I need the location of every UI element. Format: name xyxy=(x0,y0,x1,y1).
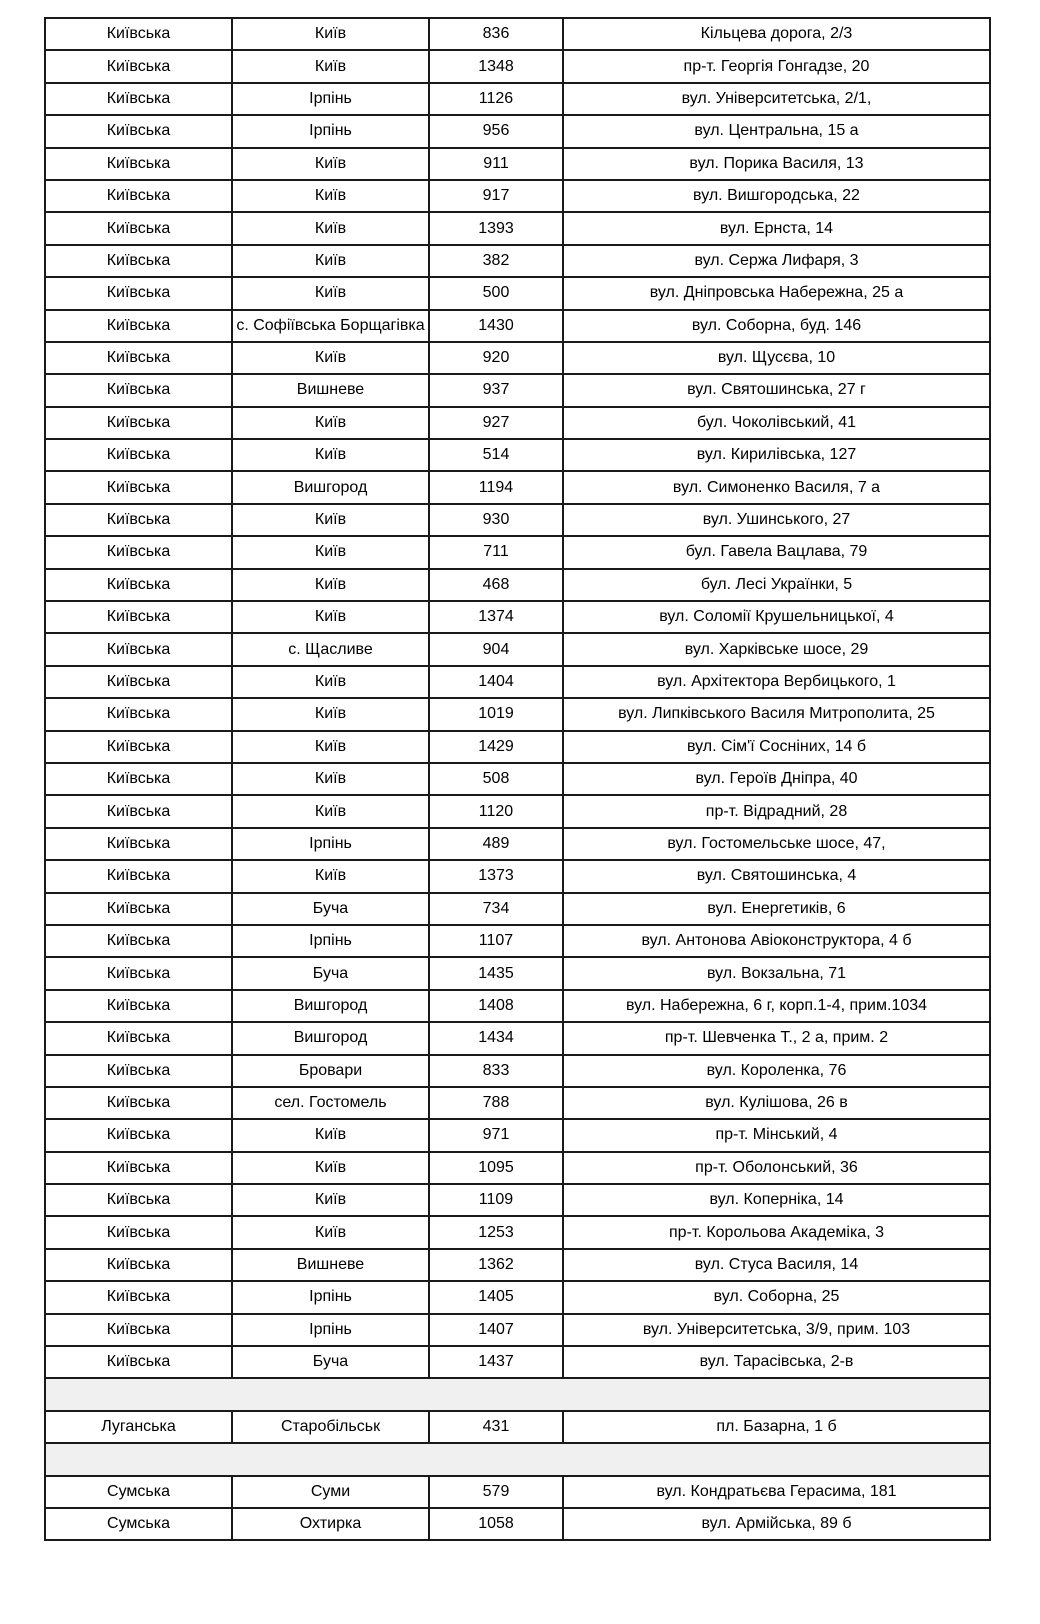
table-row xyxy=(45,50,990,82)
city-cell: Бровари xyxy=(232,1055,429,1087)
city-cell: Київ xyxy=(232,342,429,374)
address-cell: вул. Сержа Лифаря, 3 xyxy=(563,245,990,277)
address-cell: пр-т. Відрадний, 28 xyxy=(563,795,990,827)
address-cell: пл. Базарна, 1 б xyxy=(563,1411,990,1443)
city-cell: Київ xyxy=(232,245,429,277)
address-cell: вул. Кондратьєва Герасима, 181 xyxy=(563,1476,990,1508)
region-cell: Київська xyxy=(45,1346,232,1378)
address-cell: вул. Набережна, 6 г, корп.1-4, прим.1034 xyxy=(563,990,990,1022)
branch-number-cell: 1109 xyxy=(429,1184,563,1216)
address-cell: вул. Ернста, 14 xyxy=(563,212,990,244)
table-row xyxy=(45,957,990,989)
region-cell: Київська xyxy=(45,536,232,568)
address-cell: вул. Архітектора Вербицького, 1 xyxy=(563,666,990,698)
address-cell: вул. Харківське шосе, 29 xyxy=(563,633,990,665)
table-row xyxy=(45,860,990,892)
address-cell: бул. Лесі Українки, 5 xyxy=(563,569,990,601)
region-cell: Київська xyxy=(45,1055,232,1087)
table-row xyxy=(45,601,990,633)
city-cell: Київ xyxy=(232,1184,429,1216)
region-cell: Київська xyxy=(45,18,232,50)
region-cell: Київська xyxy=(45,1022,232,1054)
branch-number-cell: 711 xyxy=(429,536,563,568)
address-cell: пр-т. Корольова Академіка, 3 xyxy=(563,1216,990,1248)
region-cell: Київська xyxy=(45,860,232,892)
city-cell: Буча xyxy=(232,893,429,925)
section-separator-row xyxy=(45,1443,990,1475)
address-cell: вул. Університетська, 3/9, прим. 103 xyxy=(563,1314,990,1346)
city-cell: с. Щасливе xyxy=(232,633,429,665)
region-cell: Сумська xyxy=(45,1476,232,1508)
table-row xyxy=(45,342,990,374)
branch-number-cell: 1437 xyxy=(429,1346,563,1378)
city-cell: Київ xyxy=(232,795,429,827)
branch-number-cell: 579 xyxy=(429,1476,563,1508)
table-row xyxy=(45,407,990,439)
region-cell: Київська xyxy=(45,504,232,536)
branch-number-cell: 468 xyxy=(429,569,563,601)
region-cell: Київська xyxy=(45,407,232,439)
address-cell: вул. Гостомельське шосе, 47, xyxy=(563,828,990,860)
address-cell: вул. Коперніка, 14 xyxy=(563,1184,990,1216)
table-body xyxy=(45,18,990,1540)
region-cell: Київська xyxy=(45,763,232,795)
branch-number-cell: 1058 xyxy=(429,1508,563,1540)
region-cell: Сумська xyxy=(45,1508,232,1540)
region-cell: Київська xyxy=(45,1216,232,1248)
region-cell: Київська xyxy=(45,1314,232,1346)
city-cell: сел. Гостомель xyxy=(232,1087,429,1119)
city-cell: Київ xyxy=(232,407,429,439)
branch-number-cell: 1126 xyxy=(429,83,563,115)
city-cell: Охтирка xyxy=(232,1508,429,1540)
branch-number-cell: 1435 xyxy=(429,957,563,989)
region-cell: Київська xyxy=(45,245,232,277)
branch-number-cell: 788 xyxy=(429,1087,563,1119)
address-cell: вул. Вокзальна, 71 xyxy=(563,957,990,989)
table-row xyxy=(45,1055,990,1087)
table-row xyxy=(45,212,990,244)
city-cell: Київ xyxy=(232,569,429,601)
address-cell: вул. Порика Василя, 13 xyxy=(563,148,990,180)
table-row xyxy=(45,731,990,763)
table-row xyxy=(45,374,990,406)
table-row xyxy=(45,1314,990,1346)
region-cell: Київська xyxy=(45,1184,232,1216)
table-row xyxy=(45,471,990,503)
branch-number-cell: 927 xyxy=(429,407,563,439)
address-cell: вул. Центральна, 15 а xyxy=(563,115,990,147)
branch-number-cell: 1430 xyxy=(429,310,563,342)
branch-number-cell: 911 xyxy=(429,148,563,180)
city-cell: Київ xyxy=(232,504,429,536)
city-cell: Старобільськ xyxy=(232,1411,429,1443)
region-cell: Київська xyxy=(45,990,232,1022)
table-row xyxy=(45,1249,990,1281)
region-cell: Київська xyxy=(45,828,232,860)
branch-number-cell: 1434 xyxy=(429,1022,563,1054)
branch-number-cell: 904 xyxy=(429,633,563,665)
section-separator-row xyxy=(45,1378,990,1410)
address-cell: пр-т. Шевченка Т., 2 а, прим. 2 xyxy=(563,1022,990,1054)
table-row xyxy=(45,1152,990,1184)
region-cell: Київська xyxy=(45,601,232,633)
address-cell: вул. Кулішова, 26 в xyxy=(563,1087,990,1119)
branch-number-cell: 971 xyxy=(429,1119,563,1151)
branch-number-cell: 1194 xyxy=(429,471,563,503)
table-row xyxy=(45,310,990,342)
region-cell: Київська xyxy=(45,115,232,147)
branch-number-cell: 489 xyxy=(429,828,563,860)
city-cell: Вишневе xyxy=(232,374,429,406)
table-row xyxy=(45,1216,990,1248)
region-cell: Київська xyxy=(45,180,232,212)
branch-number-cell: 1393 xyxy=(429,212,563,244)
separator-cell xyxy=(45,1443,990,1475)
city-cell: Ірпінь xyxy=(232,925,429,957)
table-row xyxy=(45,1281,990,1313)
table-row xyxy=(45,569,990,601)
region-cell: Київська xyxy=(45,925,232,957)
city-cell: Київ xyxy=(232,439,429,471)
branch-number-cell: 930 xyxy=(429,504,563,536)
table-row xyxy=(45,1184,990,1216)
region-cell: Київська xyxy=(45,212,232,244)
branch-table xyxy=(44,17,991,1541)
table-row xyxy=(45,180,990,212)
city-cell: Київ xyxy=(232,18,429,50)
region-cell: Київська xyxy=(45,374,232,406)
city-cell: Київ xyxy=(232,50,429,82)
city-cell: Київ xyxy=(232,763,429,795)
branch-number-cell: 1107 xyxy=(429,925,563,957)
table-row xyxy=(45,18,990,50)
address-cell: вул. Університетська, 2/1, xyxy=(563,83,990,115)
branch-number-cell: 1405 xyxy=(429,1281,563,1313)
branch-number-cell: 917 xyxy=(429,180,563,212)
address-cell: вул. Стуса Василя, 14 xyxy=(563,1249,990,1281)
city-cell: Ірпінь xyxy=(232,828,429,860)
city-cell: с. Софіївська Борщагівка xyxy=(232,310,429,342)
city-cell: Ірпінь xyxy=(232,83,429,115)
table-row xyxy=(45,990,990,1022)
branch-number-cell: 1374 xyxy=(429,601,563,633)
branch-number-cell: 1253 xyxy=(429,1216,563,1248)
address-cell: вул. Сім'ї Сосніних, 14 б xyxy=(563,731,990,763)
address-cell: вул. Короленка, 76 xyxy=(563,1055,990,1087)
region-cell: Київська xyxy=(45,83,232,115)
table-row xyxy=(45,504,990,536)
table-row xyxy=(45,633,990,665)
region-cell: Київська xyxy=(45,1087,232,1119)
table-row xyxy=(45,698,990,730)
region-cell: Київська xyxy=(45,148,232,180)
address-cell: вул. Армійська, 89 б xyxy=(563,1508,990,1540)
city-cell: Вишгород xyxy=(232,1022,429,1054)
city-cell: Буча xyxy=(232,1346,429,1378)
address-cell: вул. Соломії Крушельницької, 4 xyxy=(563,601,990,633)
region-cell: Київська xyxy=(45,439,232,471)
address-cell: пр-т. Мінський, 4 xyxy=(563,1119,990,1151)
branch-number-cell: 1120 xyxy=(429,795,563,827)
branch-number-cell: 1019 xyxy=(429,698,563,730)
address-cell: Кільцева дорога, 2/3 xyxy=(563,18,990,50)
address-cell: вул. Кирилівська, 127 xyxy=(563,439,990,471)
city-cell: Київ xyxy=(232,277,429,309)
region-cell: Київська xyxy=(45,1119,232,1151)
separator-cell xyxy=(45,1378,990,1410)
city-cell: Київ xyxy=(232,1152,429,1184)
branch-number-cell: 514 xyxy=(429,439,563,471)
city-cell: Київ xyxy=(232,731,429,763)
table-row xyxy=(45,115,990,147)
region-cell: Київська xyxy=(45,342,232,374)
branch-number-cell: 836 xyxy=(429,18,563,50)
region-cell: Київська xyxy=(45,1281,232,1313)
address-cell: вул. Щусєва, 10 xyxy=(563,342,990,374)
region-cell: Київська xyxy=(45,633,232,665)
region-cell: Київська xyxy=(45,310,232,342)
city-cell: Київ xyxy=(232,180,429,212)
table-row xyxy=(45,1476,990,1508)
table-row xyxy=(45,1119,990,1151)
city-cell: Ірпінь xyxy=(232,115,429,147)
table-row xyxy=(45,1346,990,1378)
table-row xyxy=(45,925,990,957)
table-row xyxy=(45,893,990,925)
table-row xyxy=(45,795,990,827)
address-cell: вул. Святошинська, 4 xyxy=(563,860,990,892)
city-cell: Київ xyxy=(232,860,429,892)
address-cell: бул. Гавела Вацлава, 79 xyxy=(563,536,990,568)
address-cell: вул. Героїв Дніпра, 40 xyxy=(563,763,990,795)
city-cell: Київ xyxy=(232,212,429,244)
branch-number-cell: 500 xyxy=(429,277,563,309)
branch-number-cell: 920 xyxy=(429,342,563,374)
city-cell: Вишгород xyxy=(232,471,429,503)
table-row xyxy=(45,536,990,568)
branch-number-cell: 431 xyxy=(429,1411,563,1443)
address-cell: вул. Соборна, буд. 146 xyxy=(563,310,990,342)
table-row xyxy=(45,1411,990,1443)
branch-number-cell: 833 xyxy=(429,1055,563,1087)
table-row xyxy=(45,1022,990,1054)
branch-number-cell: 937 xyxy=(429,374,563,406)
region-cell: Київська xyxy=(45,471,232,503)
branch-number-cell: 956 xyxy=(429,115,563,147)
city-cell: Київ xyxy=(232,1119,429,1151)
address-cell: бул. Чоколівський, 41 xyxy=(563,407,990,439)
region-cell: Київська xyxy=(45,569,232,601)
address-cell: пр-т. Георгія Гонгадзе, 20 xyxy=(563,50,990,82)
city-cell: Київ xyxy=(232,148,429,180)
address-cell: вул. Ушинського, 27 xyxy=(563,504,990,536)
branch-number-cell: 508 xyxy=(429,763,563,795)
city-cell: Вишгород xyxy=(232,990,429,1022)
branch-number-cell: 1348 xyxy=(429,50,563,82)
table-row xyxy=(45,148,990,180)
address-cell: вул. Вишгородська, 22 xyxy=(563,180,990,212)
address-cell: вул. Дніпровська Набережна, 25 а xyxy=(563,277,990,309)
city-cell: Київ xyxy=(232,698,429,730)
table-row xyxy=(45,245,990,277)
table-row xyxy=(45,1508,990,1540)
address-cell: пр-т. Оболонський, 36 xyxy=(563,1152,990,1184)
branch-number-cell: 1362 xyxy=(429,1249,563,1281)
region-cell: Київська xyxy=(45,893,232,925)
address-cell: вул. Енергетиків, 6 xyxy=(563,893,990,925)
table-row xyxy=(45,666,990,698)
region-cell: Київська xyxy=(45,1152,232,1184)
table-row xyxy=(45,763,990,795)
branch-number-cell: 734 xyxy=(429,893,563,925)
branch-number-cell: 1408 xyxy=(429,990,563,1022)
address-cell: вул. Антонова Авіоконструктора, 4 б xyxy=(563,925,990,957)
city-cell: Ірпінь xyxy=(232,1281,429,1313)
table-row xyxy=(45,1087,990,1119)
city-cell: Буча xyxy=(232,957,429,989)
region-cell: Київська xyxy=(45,957,232,989)
address-cell: вул. Святошинська, 27 г xyxy=(563,374,990,406)
table-row xyxy=(45,277,990,309)
city-cell: Київ xyxy=(232,601,429,633)
table-row xyxy=(45,439,990,471)
branch-number-cell: 1373 xyxy=(429,860,563,892)
region-cell: Київська xyxy=(45,795,232,827)
branch-number-cell: 382 xyxy=(429,245,563,277)
address-cell: вул. Тарасівська, 2-в xyxy=(563,1346,990,1378)
region-cell: Київська xyxy=(45,50,232,82)
branch-number-cell: 1404 xyxy=(429,666,563,698)
region-cell: Луганська xyxy=(45,1411,232,1443)
city-cell: Ірпінь xyxy=(232,1314,429,1346)
branch-number-cell: 1407 xyxy=(429,1314,563,1346)
region-cell: Київська xyxy=(45,698,232,730)
address-cell: вул. Симоненко Василя, 7 а xyxy=(563,471,990,503)
table-row xyxy=(45,828,990,860)
table-row xyxy=(45,83,990,115)
city-cell: Суми xyxy=(232,1476,429,1508)
city-cell: Київ xyxy=(232,666,429,698)
city-cell: Київ xyxy=(232,1216,429,1248)
address-cell: вул. Липківського Василя Митрополита, 25 xyxy=(563,698,990,730)
region-cell: Київська xyxy=(45,1249,232,1281)
branch-number-cell: 1095 xyxy=(429,1152,563,1184)
branch-number-cell: 1429 xyxy=(429,731,563,763)
city-cell: Вишневе xyxy=(232,1249,429,1281)
city-cell: Київ xyxy=(232,536,429,568)
region-cell: Київська xyxy=(45,666,232,698)
address-cell: вул. Соборна, 25 xyxy=(563,1281,990,1313)
region-cell: Київська xyxy=(45,277,232,309)
region-cell: Київська xyxy=(45,731,232,763)
